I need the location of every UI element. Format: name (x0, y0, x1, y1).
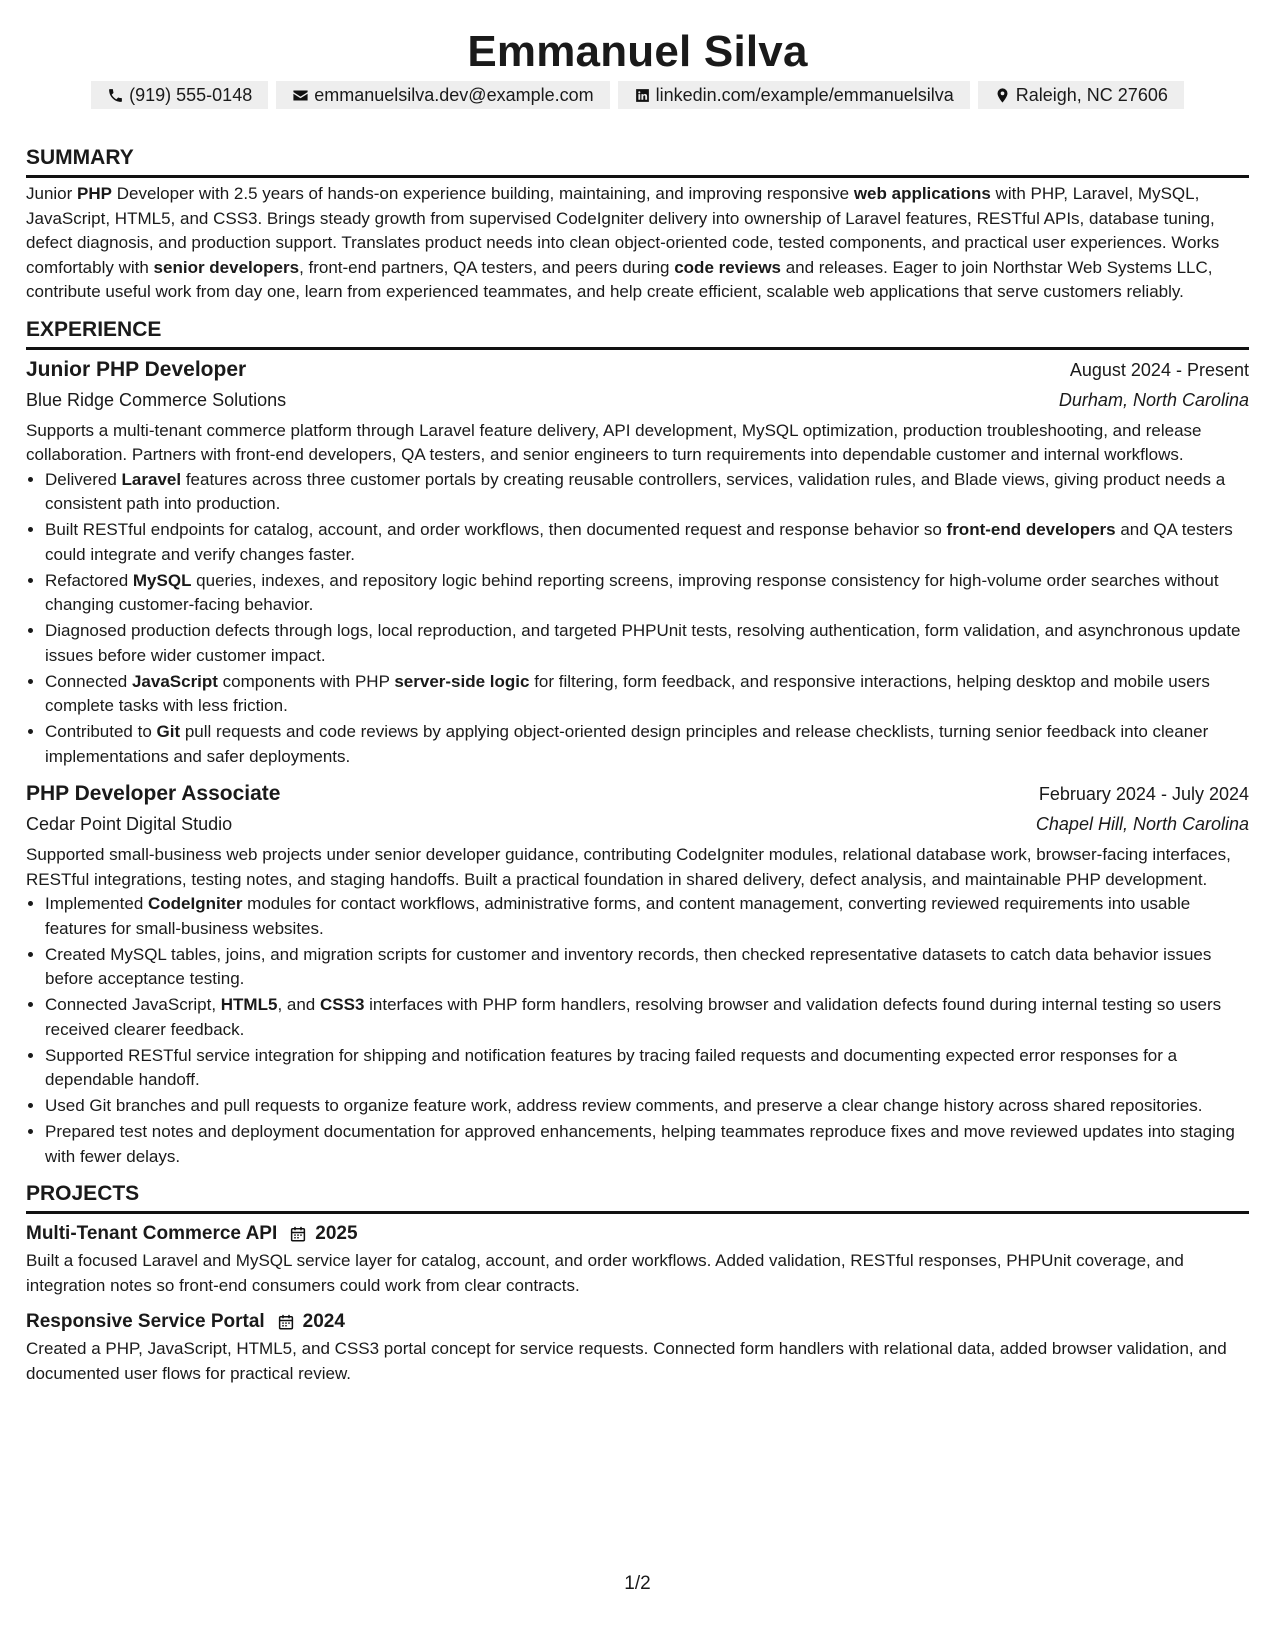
job-description: Supports a multi-tenant commerce platform through Laravel feature delivery, API development, MySQL optimization, production troubleshooting, and release collaboration. Partners with front-end developers, QA testers, and senior engineers to turn requirements into dependable customer and internal workflows. (26, 420, 1202, 464)
contact-linkedin[interactable] (618, 81, 970, 109)
project-header (26, 1308, 1249, 1336)
list-item: • Refactored MySQL queries, indexes, and repository logic behind reporting screens, improving response consistency for high-volume order searches without changing customer-facing behavior. (45, 569, 1249, 618)
list-item: • Connected JavaScript components with PHP server-side logic for filtering, form feedback, and responsive interactions, helping desktop and mobile users complete tasks with less friction. (45, 670, 1249, 719)
list-item: • Supported RESTful service integration for shipping and notification features by tracing failed requests and documenting expected error responses for a dependable handoff. (45, 1044, 1249, 1093)
map-pin-icon (994, 87, 1011, 104)
list-item: • Diagnosed production defects through logs, local reproduction, and targeted PHPUnit tests, resolving authentication, form validation, and asynchronous update issues before wider customer impact. (45, 619, 1249, 668)
job-location: Durham, North Carolina (1058, 389, 1249, 410)
page-number: 1/2 (624, 1573, 651, 1594)
job-bullets (26, 468, 1249, 770)
list-item: • Contributed to Git pull requests and code reviews by applying object-oriented design principles and release checklists, turning senior feedback into cleaner implementations and safer deployments. (45, 720, 1249, 769)
list-item: • Delivered Laravel features across three customer portals by creating reusable controllers, services, validation rules, and Blade views, giving product needs a consistent path into production. (45, 468, 1249, 517)
project-name: Multi-Tenant Commerce API (26, 1223, 278, 1244)
list-item: • Built RESTful endpoints for catalog, account, and order workflows, then documented request and response behavior so front-end developers and QA testers could integrate and verify changes faster. (45, 518, 1249, 567)
list-item: • Connected JavaScript, HTML5, and CSS3 interfaces with PHP form handlers, resolving browser and validation defects found during internal testing so users received clearer feedback. (45, 993, 1249, 1042)
project-name: Responsive Service Portal (26, 1311, 265, 1332)
job-subheader (26, 385, 1249, 415)
job-header (26, 779, 1249, 809)
project-year (277, 1308, 345, 1336)
project-header (26, 1220, 1249, 1248)
contact-phone[interactable] (91, 81, 268, 109)
project-year-text: 2025 (315, 1223, 358, 1244)
calendar-icon (277, 1313, 295, 1331)
job-subheader (26, 809, 1249, 839)
list-item: • Used Git branches and pull requests to organize feature work, address review comments, and preserve a clear change history across shared repositories. (45, 1094, 1249, 1119)
contact-location (978, 81, 1184, 109)
summary-text: Junior PHP Developer with 2.5 years of hands-on experience building, maintaining, and improving responsive web applications with PHP, Laravel, MySQL, JavaScript, HTML5, and CSS3. Brings steady growth from supervised CodeIgniter delivery into ownership of Laravel features, RESTful APIs, database tuning, defect diagnosis, and production support. Translates product needs into clean object-oriented code, tested components, and practical user experiences. Works comfortably with senior developers, front-end partners, QA testers, and peers during code reviews and releases. Eager to join Northstar Web Systems LLC, contribute useful work from day one, learn from experienced teammates, and help create efficient, scalable web applications that serve customers reliably. (26, 184, 1220, 301)
job-header (26, 355, 1249, 385)
list-item: • Created MySQL tables, joins, and migration scripts for customer and inventory records, then checked representative datasets to catch data behavior issues before acceptance testing. (45, 943, 1249, 992)
contact-phone-text: (919) 555-0148 (129, 85, 253, 105)
list-item: • Prepared test notes and deployment documentation for approved enhancements, helping teammates reproduce fixes and move reviewed updates into staging with fewer delays. (45, 1120, 1249, 1169)
job-location: Chapel Hill, North Carolina (1035, 814, 1249, 834)
project-entry (26, 1308, 1249, 1386)
job-title: PHP Developer Associate (26, 782, 281, 805)
contact-row (26, 81, 1249, 109)
project-description: Created a PHP, JavaScript, HTML5, and CSS3 portal concept for service requests. Connected form handlers with relational data, added browser validation, and documented user flows for practical review. (26, 1339, 1227, 1383)
job-date: August 2024 - Present (1069, 359, 1249, 380)
job-title: Junior PHP Developer (26, 357, 247, 381)
project-entry (26, 1220, 1249, 1298)
job-entry (26, 779, 1249, 1169)
job-date: February 2024 - July 2024 (1038, 784, 1249, 804)
section-title-summary: SUMMARY (26, 145, 1249, 178)
envelope-icon (292, 87, 309, 104)
contact-location-text: Raleigh, NC 27606 (1015, 85, 1168, 105)
candidate-name: Emmanuel Silva (467, 27, 808, 76)
project-description: Built a focused Laravel and MySQL service layer for catalog, account, and order workflows. Added validation, RESTful responses, PHPUnit coverage, and integration notes so front-end consumers could work from clear contracts. (26, 1251, 1184, 1295)
job-company: Cedar Point Digital Studio (26, 814, 233, 834)
phone-icon (107, 87, 124, 104)
job-entry (26, 355, 1249, 770)
section-title-projects: PROJECTS (26, 1181, 1249, 1214)
contact-linkedin-text: linkedin.com/example/emmanuelsilva (655, 85, 954, 105)
list-item: • Implemented CodeIgniter modules for contact workflows, administrative forms, and content management, converting reviewed requirements into usable features for small-business websites. (45, 892, 1249, 941)
job-description: Supported small-business web projects under senior developer guidance, contributing CodeIgniter modules, relational database work, browser-facing interfaces, RESTful integrations, testing notes, and staging handoffs. Built a practical foundation in shared delivery, defect analysis, and maintainable PHP development. (26, 845, 1231, 889)
calendar-icon (289, 1225, 307, 1243)
project-year (289, 1220, 357, 1248)
contact-email[interactable] (276, 81, 609, 109)
resume-page (26, 0, 1249, 1386)
job-bullets (26, 892, 1249, 1169)
job-company: Blue Ridge Commerce Solutions (26, 389, 287, 410)
project-year-text: 2024 (302, 1311, 345, 1332)
section-title-experience: EXPERIENCE (26, 317, 1249, 350)
linkedin-icon (634, 87, 651, 104)
contact-email-text: emmanuelsilva.dev@example.com (314, 85, 594, 105)
